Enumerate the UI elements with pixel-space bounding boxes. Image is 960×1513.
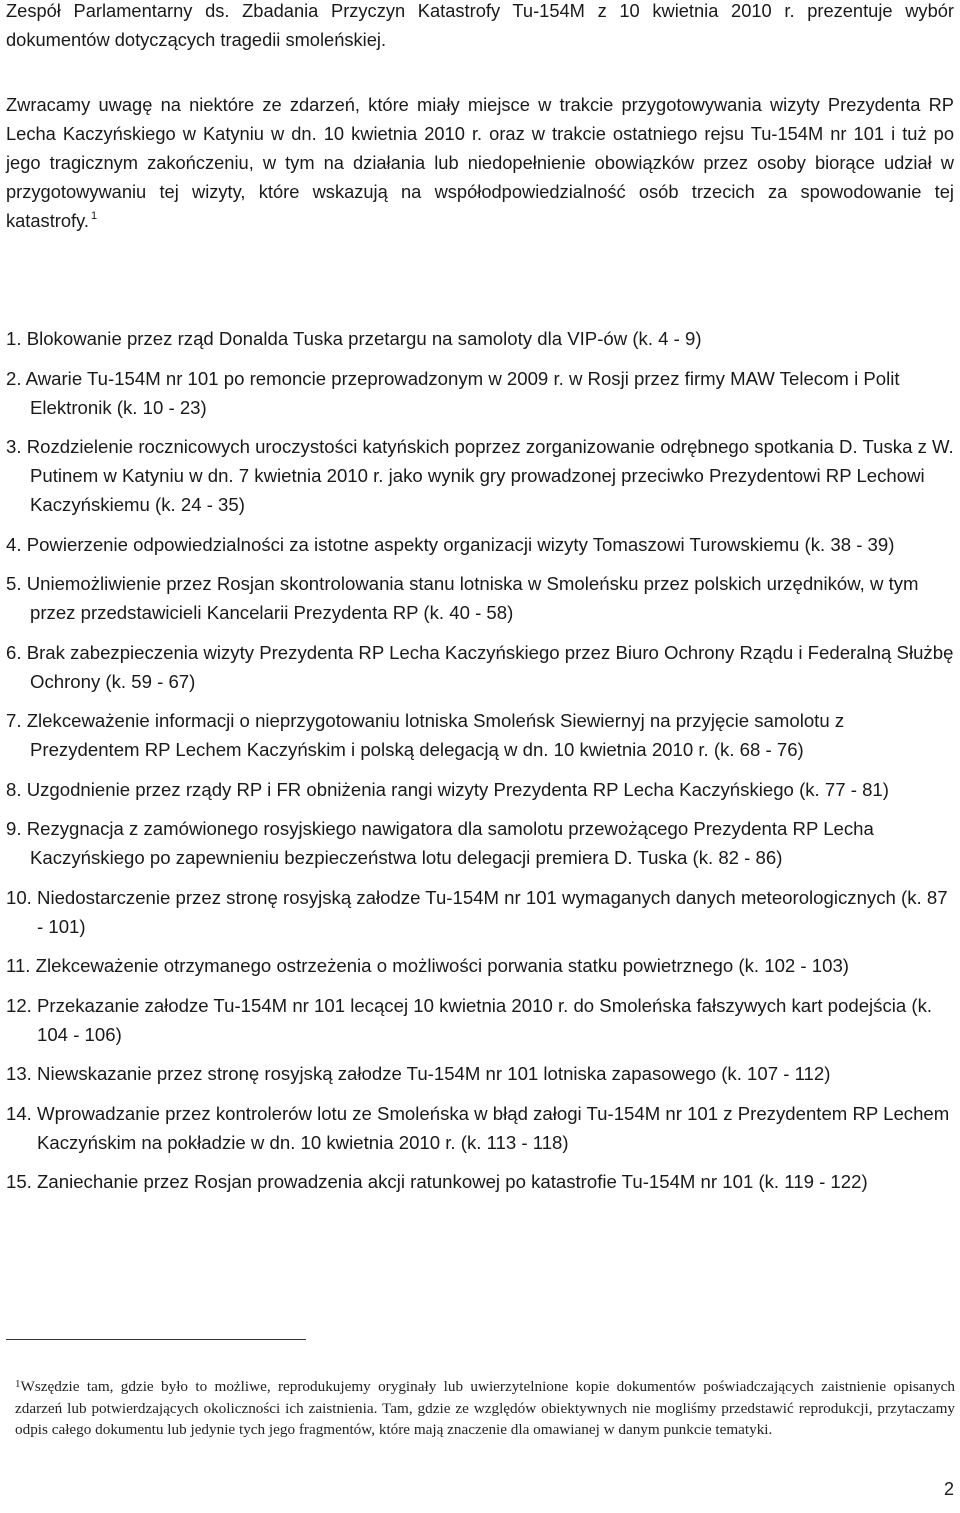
item-number: 15. [6, 1171, 32, 1192]
footnote-mark: 1 [15, 1378, 21, 1390]
item-number: 14. [6, 1102, 32, 1124]
intro-paragraph-1 [6, 0, 954, 54]
list-item [6, 1099, 954, 1157]
item-text: Wprowadzanie przez kontrolerów lotu ze Smoleńska w błąd załogi Tu-154M nr 101 z Prezydentem RP Lechem Kaczyńskim na pokładzie w dn. 10 kwietnia 2010 r. (k. 113 - 118) [37, 1102, 950, 1153]
footnote-text: Wszędzie tam, gdzie było to możliwe, reprodukujemy oryginały lub uwierzytelnione kopie dokumentów poświadczających zaistnienie opisanych zdarzeń lub potwierdzających okoliczności ich zaistnienia. Tam, gdzie ze względów obiektywnych nie mogliśmy przedstawić reprodukcji, przytaczamy odpis całego dokumentu lub jedynie tych jego fragmentów, które mają znaczenie dla omawianej w danym punkcie tematyki. [15, 1378, 955, 1438]
item-text: Blokowanie przez rząd Donalda Tuska przetargu na samoloty dla VIP-ów (k. 4 - 9) [26, 328, 702, 349]
item-text: Uzgodnienie przez rządy RP i FR obniżenia rangi wizyty Prezydenta RP Lecha Kaczyńskiego (k. 77 - 81) [26, 778, 889, 800]
item-number: 3. [6, 436, 22, 457]
intro-paragraph-2 [6, 90, 954, 235]
item-text: Zlekceważenie otrzymanego ostrzeżenia o możliwości porwania statku powietrznego (k. 102 - 103) [35, 955, 849, 976]
event-list [6, 324, 954, 1207]
item-number: 10. [6, 886, 32, 908]
item-number: 12. [6, 994, 32, 1016]
list-item [6, 991, 954, 1049]
list-item [6, 364, 954, 422]
list-item [6, 1059, 954, 1088]
footnote [15, 1376, 955, 1441]
item-text: Niedostarczenie przez stronę rosyjską załodze Tu-154M nr 101 wymaganych danych meteorologicznych (k. 87 - 101) [37, 886, 948, 937]
item-text: Brak zabezpieczenia wizyty Prezydenta RP Lecha Kaczyńskiego przez Biuro Ochrony Rządu i Federalną Służbę Ochrony (k. 59 - 67) [26, 641, 954, 692]
list-item [6, 638, 954, 696]
item-number: 7. [6, 710, 22, 731]
list-item [6, 569, 954, 627]
item-text: Powierzenie odpowiedzialności za istotne aspekty organizacji wizyty Tomaszowi Turowskiemu (k. 38 - 39) [26, 533, 895, 555]
list-item [6, 814, 954, 872]
list-item [6, 706, 954, 764]
item-text: Awarie Tu-154M nr 101 po remoncie przeprowadzonym w 2009 r. w Rosji przez firmy MAW Telecom i Polit Elektronik (k. 10 - 23) [25, 367, 900, 418]
item-text: Zaniechanie przez Rosjan prowadzenia akcji ratunkowej po katastrofie Tu-154M nr 101 (k. 119 - 122) [37, 1171, 868, 1192]
item-number: 4. [6, 533, 22, 555]
item-text: Rezygnacja z zamówionego rosyjskiego nawigatora dla samolotu przewożącego Prezydenta RP Lecha Kaczyńskiego po zapewnieniu bezpieczeństwa lotu delegacji premiera D. Tuska (k. 82 - 86) [26, 818, 874, 868]
item-text: Przekazanie załodze Tu-154M nr 101 lecącej 10 kwietnia 2010 r. do Smoleńska fałszywych kart podejścia (k. 104 - 106) [37, 994, 933, 1045]
page-number: 2 [943, 1479, 954, 1499]
list-item [6, 1167, 954, 1196]
list-item [6, 775, 954, 804]
item-text: Rozdzielenie rocznicowych uroczystości katyńskich poprzez zorganizowanie odrębnego spotkania D. Tuska z W. Putinem w Katyniu w dn. 7 kwietnia 2010 r. jako wynik gry prowadzonej przeciwko Prezydentowi RP Lechowi Kaczyńskiemu (k. 24 - 35) [26, 436, 954, 515]
list-item [6, 883, 954, 941]
intro-text-2: Zwracamy uwagę na niektóre ze zdarzeń, które miały miejsce w trakcie przygotowywania wizyty Prezydenta RP Lecha Kaczyńskiego w Katyniu w dn. 10 kwietnia 2010 r. oraz w trakcie ostatniego rejsu Tu-154M nr 101 i tuż po jego tragicznym zakończeniu, w tym na działania lub niedopełnienie obowiązków przez osoby biorące udział w przygotowywaniu tej wizyty, które wskazują na współodpowiedzialność osób trzecich za spowodowanie tej katastrofy. [6, 94, 954, 231]
item-text: Uniemożliwienie przez Rosjan skontrolowania stanu lotniska w Smoleńsku przez polskich urzędników, w tym przez przedstawicieli Kancelarii Prezydenta RP (k. 40 - 58) [26, 573, 919, 623]
list-item [6, 324, 954, 353]
item-number: 9. [6, 818, 22, 839]
item-text: Zlekceważenie informacji o nieprzygotowaniu lotniska Smoleńsk Siewiernyj na przyjęcie samolotu z Prezydentem RP Lechem Kaczyńskim i polską delegacją w dn. 10 kwietnia 2010 r. (k. 68 - 76) [26, 710, 845, 760]
item-number: 6. [6, 641, 22, 663]
item-text: Niewskazanie przez stronę rosyjską załodze Tu-154M nr 101 lotniska zapasowego (k. 107 - 112) [37, 1063, 831, 1084]
item-number: 5. [6, 573, 22, 594]
item-number: 8. [6, 778, 22, 800]
list-item [6, 432, 954, 519]
item-number: 13. [6, 1063, 32, 1084]
footnote-separator [6, 1339, 306, 1340]
intro-text-1: Zespół Parlamentarny ds. Zbadania Przyczyn Katastrofy Tu-154M z 10 kwietnia 2010 r. prezentuje wybór dokumentów dotyczących tragedii smoleńskiej. [6, 0, 954, 50]
list-item [6, 530, 954, 559]
item-number: 11. [6, 955, 31, 976]
footnote-reference[interactable]: 1 [90, 210, 98, 222]
item-number: 1. [6, 328, 22, 349]
list-item [6, 951, 954, 980]
item-number: 2. [6, 367, 22, 389]
